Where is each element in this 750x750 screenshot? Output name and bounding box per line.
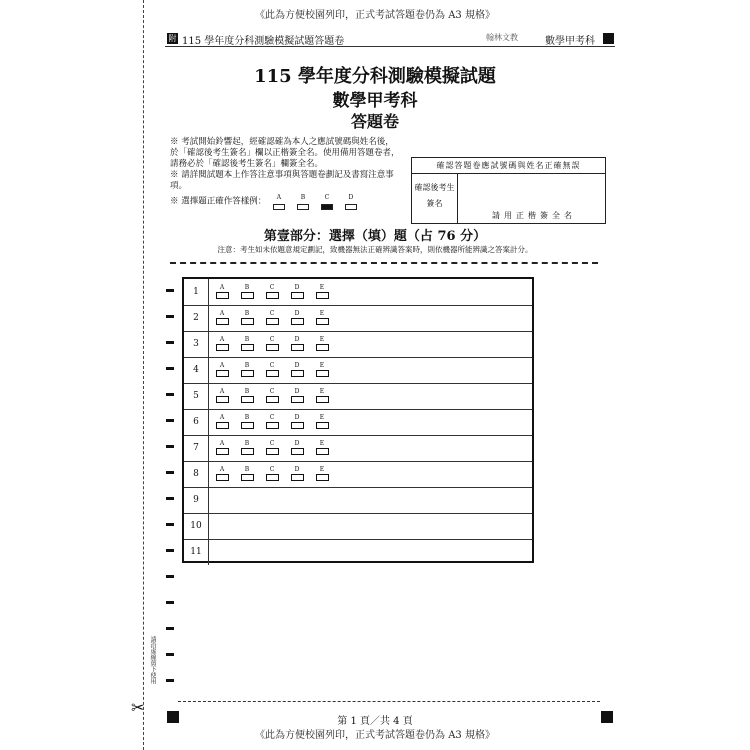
question-number: 10	[184, 513, 209, 539]
answer-bubble[interactable]	[266, 414, 278, 429]
timing-mark	[166, 601, 174, 604]
answer-bubble[interactable]	[241, 414, 253, 429]
answer-bubble[interactable]	[316, 466, 328, 481]
question-row[interactable]	[184, 513, 532, 540]
question-row	[184, 357, 532, 384]
exam-title: 115 學年度分科測驗模擬試題	[254, 66, 496, 87]
header-exam-title: 115 學年度分科測驗模擬試題答題卷	[182, 36, 345, 47]
print-notice-top: 《此為方便校園列印，正式考試答題卷仍為 A3 規格》	[255, 10, 495, 21]
page-number: 第 1 頁／共 4 頁	[337, 716, 413, 727]
answer-bubble[interactable]	[216, 440, 228, 455]
answer-bubble[interactable]	[266, 362, 278, 377]
answer-grid	[182, 277, 534, 563]
option-letter: E	[319, 466, 325, 473]
header-subject: 數學甲考科	[545, 36, 595, 47]
question-number: 9	[184, 487, 209, 513]
answer-bubble[interactable]	[266, 440, 278, 455]
publisher-logo: 翰林文教	[486, 33, 518, 42]
instruction-2: ※ 請詳閱試題本上作答注意事項與答題卷劃記及書寫注意事項。	[170, 170, 394, 191]
signature-field[interactable]: 請用正楷簽全名	[492, 211, 576, 220]
timing-mark	[166, 445, 174, 448]
option-letter: B	[244, 284, 250, 291]
question-number: 2	[184, 305, 209, 331]
answer-bubble[interactable]	[241, 466, 253, 481]
answer-bubble[interactable]	[216, 362, 228, 377]
question-number: 11	[184, 539, 209, 565]
question-row	[184, 279, 532, 306]
answer-bubble[interactable]	[266, 310, 278, 325]
option-letter: D	[294, 310, 300, 317]
option-letter: E	[319, 388, 325, 395]
instructions	[170, 137, 400, 210]
answer-bubble[interactable]	[216, 414, 228, 429]
timing-mark	[166, 341, 174, 344]
option-letter: D	[294, 284, 300, 291]
instruction-3: ※ 選擇題正確作答樣例： A B C D	[170, 192, 400, 210]
timing-mark	[166, 289, 174, 292]
timing-mark	[166, 419, 174, 422]
bottom-divider	[178, 701, 600, 702]
example-marks: A B C D	[273, 192, 357, 210]
answer-bubble[interactable]	[266, 466, 278, 481]
option-letter: A	[219, 466, 225, 473]
instruction-1: ※ 考試開始鈴響起，經確認確為本人之應試號碼與姓名後，於「確認後考生簽名」欄以正楷簽全名。使用備用答題卷者，請務必於「確認後考生簽名」欄簽全名。	[170, 137, 400, 169]
question-number: 7	[184, 435, 209, 461]
answer-bubble[interactable]	[316, 284, 328, 299]
option-letter: A	[219, 414, 225, 421]
option-letter: D	[294, 362, 300, 369]
option-letter: D	[294, 466, 300, 473]
option-letter: E	[319, 440, 325, 447]
timing-mark	[166, 549, 174, 552]
answer-bubble[interactable]	[241, 336, 253, 351]
option-letter: A	[219, 388, 225, 395]
question-number: 5	[184, 383, 209, 409]
answer-bubble[interactable]	[216, 388, 228, 403]
scissors-icon: ✂	[131, 698, 145, 717]
answer-bubble[interactable]	[291, 362, 303, 377]
answer-bubble[interactable]	[291, 388, 303, 403]
option-letter: C	[269, 362, 275, 369]
answer-bubble[interactable]	[216, 336, 228, 351]
question-number: 1	[184, 279, 209, 305]
candidate-signature-box	[411, 157, 606, 224]
answer-bubble[interactable]	[241, 362, 253, 377]
option-letter: C	[269, 336, 275, 343]
question-row	[184, 409, 532, 436]
option-letter: C	[269, 440, 275, 447]
option-letter: E	[319, 362, 325, 369]
option-letter: A	[219, 362, 225, 369]
timing-mark	[166, 393, 174, 396]
question-number: 6	[184, 409, 209, 435]
timing-mark	[166, 367, 174, 370]
option-letter: E	[319, 414, 325, 421]
answer-bubble[interactable]	[266, 388, 278, 403]
option-letter: A	[219, 284, 225, 291]
answer-bubble[interactable]	[241, 440, 253, 455]
answer-bubble[interactable]	[216, 310, 228, 325]
sheet-title: 答題卷	[350, 112, 399, 131]
option-letter: B	[244, 440, 250, 447]
timing-mark	[166, 315, 174, 318]
question-number: 4	[184, 357, 209, 383]
answer-bubble[interactable]	[316, 388, 328, 403]
section-title: 第壹部分：選擇（填）題（占 76 分）	[263, 229, 487, 244]
option-letter: B	[244, 310, 250, 317]
option-letter: A	[219, 336, 225, 343]
answer-bubble[interactable]	[291, 336, 303, 351]
question-row	[184, 331, 532, 358]
option-letter: C	[269, 466, 275, 473]
timing-mark	[166, 497, 174, 500]
option-letter: B	[244, 414, 250, 421]
option-letter: B	[244, 388, 250, 395]
cut-instruction: 請沿虛線剪下使用	[149, 636, 156, 684]
option-letter: B	[244, 362, 250, 369]
answer-bubble[interactable]	[291, 440, 303, 455]
answer-bubble[interactable]	[316, 440, 328, 455]
answer-bubble[interactable]	[216, 284, 228, 299]
section-divider	[170, 262, 598, 264]
signature-label: 確認後考生簽名	[412, 174, 458, 223]
answer-bubble[interactable]	[291, 310, 303, 325]
question-row	[184, 383, 532, 410]
question-row	[184, 435, 532, 462]
print-notice-bottom: 《此為方便校園列印，正式考試答題卷仍為 A3 規格》	[255, 730, 495, 741]
option-letter: B	[244, 466, 250, 473]
question-row[interactable]	[184, 487, 532, 514]
question-row	[184, 461, 532, 488]
option-letter: D	[294, 440, 300, 447]
option-letter: B	[244, 336, 250, 343]
option-letter: D	[294, 388, 300, 395]
option-letter: E	[319, 310, 325, 317]
option-letter: E	[319, 284, 325, 291]
answer-bubble[interactable]	[316, 310, 328, 325]
answer-bubble[interactable]	[266, 336, 278, 351]
timing-mark	[166, 471, 174, 474]
registration-mark	[603, 33, 614, 44]
question-row	[184, 305, 532, 332]
option-letter: E	[319, 336, 325, 343]
option-letter: D	[294, 414, 300, 421]
option-letter: C	[269, 284, 275, 291]
appendix-badge: 附	[168, 34, 177, 43]
timing-mark	[166, 575, 174, 578]
exam-subject: 數學甲考科	[332, 91, 418, 111]
answer-bubble[interactable]	[316, 362, 328, 377]
answer-bubble[interactable]	[316, 336, 328, 351]
question-number: 8	[184, 461, 209, 487]
option-letter: D	[294, 336, 300, 343]
timing-mark	[166, 679, 174, 682]
answer-bubble[interactable]	[241, 284, 253, 299]
id-box-header: 確認答題卷應試號碼與姓名正確無誤	[412, 158, 605, 174]
answer-bubble[interactable]	[291, 284, 303, 299]
answer-bubble[interactable]	[291, 414, 303, 429]
option-letter: C	[269, 414, 275, 421]
option-letter: C	[269, 310, 275, 317]
answer-bubble[interactable]	[291, 466, 303, 481]
question-row[interactable]	[184, 539, 532, 565]
answer-bubble[interactable]	[241, 310, 253, 325]
answer-bubble[interactable]	[241, 388, 253, 403]
timing-mark	[166, 627, 174, 630]
timing-mark	[166, 653, 174, 656]
option-letter: A	[219, 440, 225, 447]
header-divider	[165, 46, 615, 47]
answer-bubble[interactable]	[216, 466, 228, 481]
timing-mark	[166, 523, 174, 526]
section-note: 注意：考生如未依題意規定劃記，致機器無法正確辨識答案時，則依機器所能辨識之答案計分。	[217, 245, 533, 254]
answer-bubble[interactable]	[266, 284, 278, 299]
question-number: 3	[184, 331, 209, 357]
option-letter: A	[219, 310, 225, 317]
answer-bubble[interactable]	[316, 414, 328, 429]
option-letter: C	[269, 388, 275, 395]
